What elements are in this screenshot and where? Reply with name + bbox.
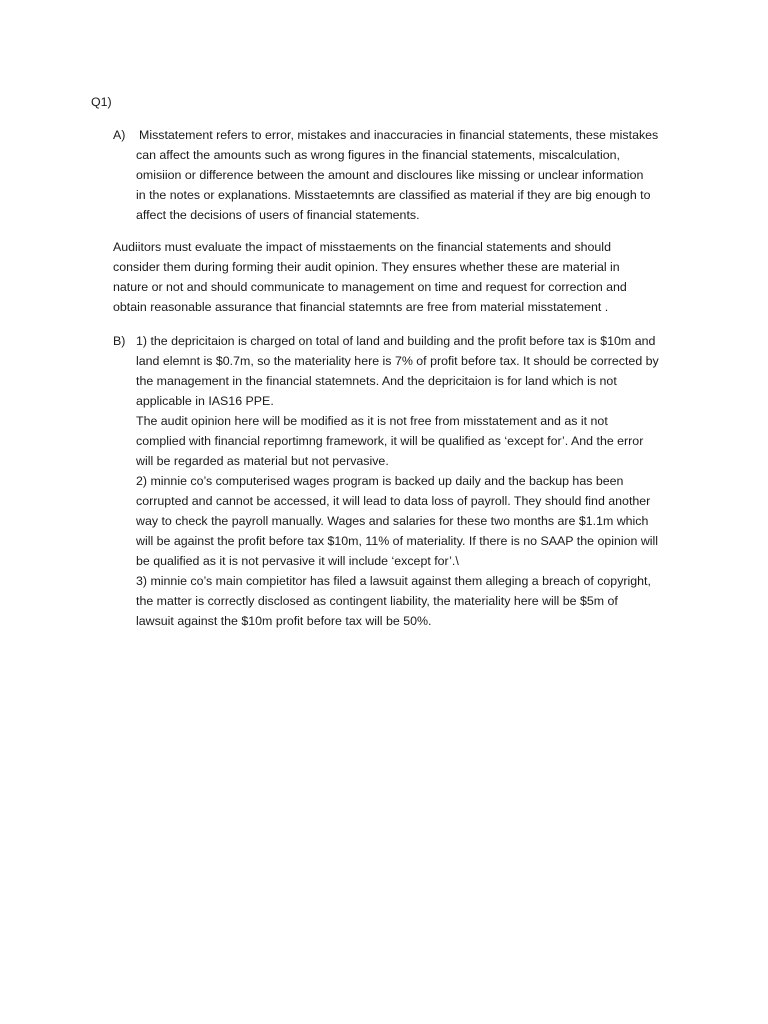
answer-part-b — [113, 331, 693, 631]
text-line: nature or not and should communicate to management on time and request for correction and — [113, 280, 627, 294]
auditor-paragraph — [113, 237, 693, 317]
text-line: be qualified as it is not pervasive it will include ‘except for’.\ — [136, 554, 459, 568]
text-line: Misstatement refers to error, mistakes and inaccuracies in financial statements, these mistakes — [139, 128, 659, 142]
question-heading: Q1) — [91, 95, 112, 109]
text-line: 3) minnie co’s main compietitor has filed a lawsuit against them alleging a breach of copyright, — [136, 574, 651, 588]
part-a-marker: A) — [113, 128, 126, 142]
text-line: The audit opinion here will be modified as it is not free from misstatement and as it not — [136, 414, 608, 428]
text-line: can affect the amounts such as wrong figures in the financial statements, miscalculation, — [136, 148, 620, 162]
text-line: applicable in IAS16 PPE. — [136, 394, 274, 408]
part-b-marker: B) — [113, 334, 126, 348]
text-line: corrupted and cannot be accessed, it will lead to data loss of payroll. They should find another — [136, 494, 651, 508]
part-b-text — [136, 331, 693, 631]
text-line: the matter is correctly disclosed as contingent liability, the materiality here will be $5m of — [136, 594, 618, 608]
text-line: omisiion or difference between the amount and discloures like missing or unclear information — [136, 168, 644, 182]
text-line: 2) minnie co’s computerised wages program is backed up daily and the backup has been — [136, 474, 624, 488]
text-line: consider them during forming their audit opinion. They ensures whether these are material in — [113, 260, 620, 274]
text-line: obtain reasonable assurance that financial statemnts are free from material misstatement . — [113, 300, 609, 314]
text-line: will be against the profit before tax $10m, 11% of materiality. If there is no SAAP the opinion will — [136, 534, 659, 548]
text-line: the management in the financial statemnets. And the depricitaion is for land which is not — [136, 374, 617, 388]
text-line: complied with financial reportimng framework, it will be qualified as ‘except for’. And the error — [136, 434, 644, 448]
text-line: lawsuit against the $10m profit before tax will be 50%. — [136, 614, 432, 628]
text-line: 1) the depricitaion is charged on total of land and building and the profit before tax is $10m and — [136, 334, 656, 348]
answer-part-a — [113, 125, 693, 225]
text-line: in the notes or explanations. Misstaetemnts are classified as material if they are big enough to — [136, 188, 651, 202]
text-line: land elemnt is $0.7m, so the materiality here is 7% of profit before tax. It should be corrected by — [136, 354, 659, 368]
part-a-text — [136, 125, 693, 225]
text-line: way to check the payroll manually. Wages and salaries for these two months are $1.1m which — [136, 514, 649, 528]
text-line: will be regarded as material but not pervasive. — [136, 454, 389, 468]
text-line: affect the decisions of users of financial statements. — [136, 208, 420, 222]
text-line: Audiitors must evaluate the impact of misstaements on the financial statements and should — [113, 240, 611, 254]
